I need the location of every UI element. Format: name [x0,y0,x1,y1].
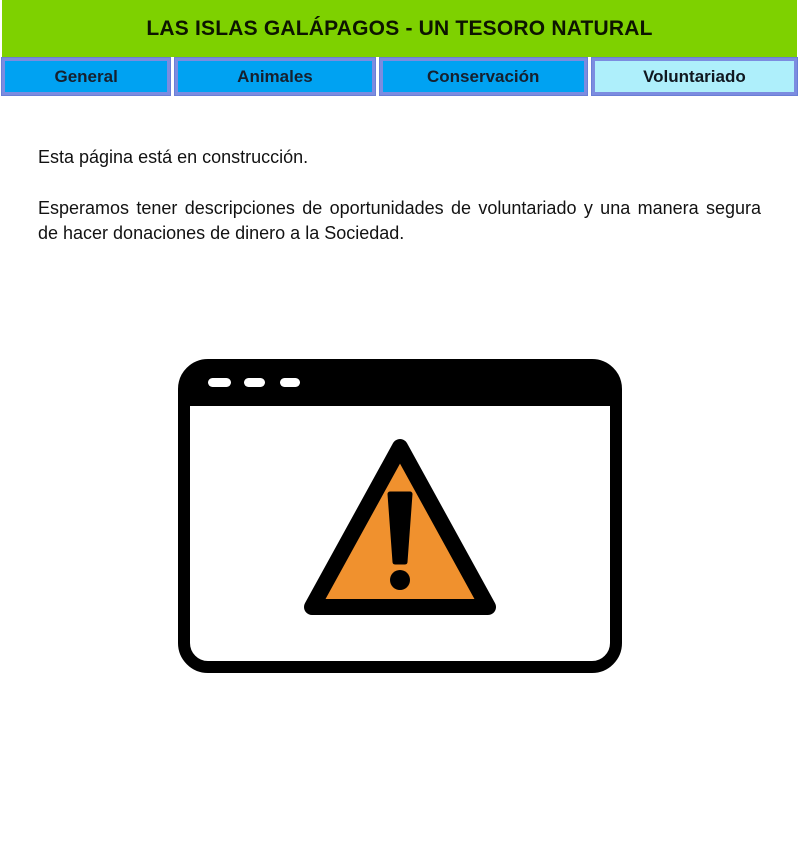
tab-conservacion[interactable]: Conservación [380,58,587,95]
window-button-icon [208,378,231,387]
tab-general[interactable]: General [2,58,170,95]
construction-notice-text: Esta página está en construcción. [38,147,309,167]
browser-window-icon [178,359,622,673]
site-header [2,0,797,57]
window-button-icon [244,378,265,387]
volunteering-description-text: Esperamos tener descripciones de oportunidades de voluntariado y una manera segura de hacer donaciones de dinero a la Sociedad. [38,198,761,243]
page-title: LAS ISLAS GALÁPAGOS - UN TESORO NATURAL [146,16,653,40]
tab-voluntariado[interactable]: Voluntariado [592,58,797,95]
exclamation-bar [390,494,410,562]
main-content [0,145,799,246]
window-button-icon [280,378,300,387]
exclamation-dot [390,570,410,590]
tab-bar [2,58,797,95]
tab-animales[interactable]: Animales [175,58,374,95]
